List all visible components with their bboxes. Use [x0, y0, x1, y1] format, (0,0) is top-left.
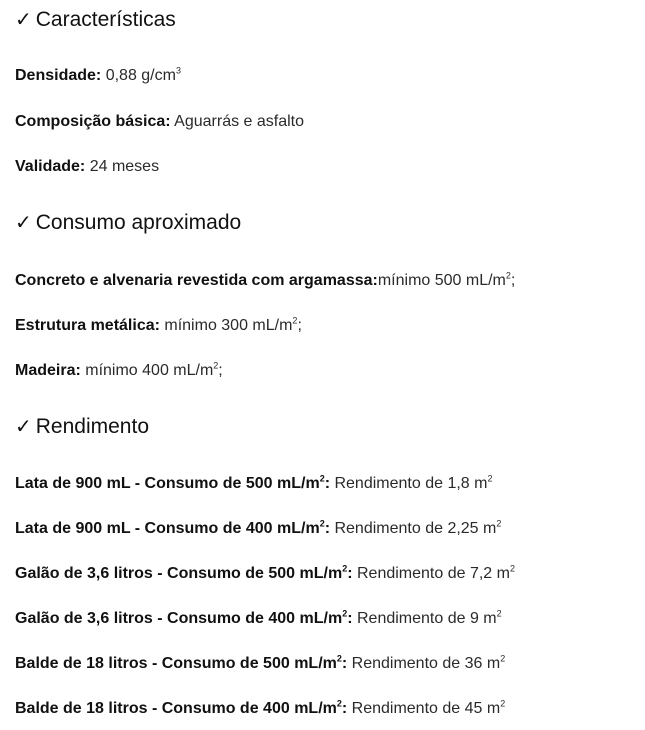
consumo-value: mínimo 300 mL/m [159, 317, 293, 334]
section-title-text: Características [35, 8, 176, 31]
rendimento-row [15, 518, 501, 540]
spec-label: Composição básica: [15, 113, 171, 130]
rendimento-value: Rendimento de 9 m [352, 610, 497, 627]
rendimento-unit-superscript: 2 [487, 473, 493, 484]
consumo-row-madeira [15, 360, 223, 382]
rendimento-row [15, 698, 505, 720]
spec-row-validade [15, 156, 159, 178]
rendimento-row [15, 653, 505, 675]
rendimento-unit-superscript: 2 [509, 563, 515, 574]
checkmark-icon: ✓ [15, 9, 32, 31]
consumo-value: mínimo 500 mL/m [377, 272, 506, 289]
rendimento-label: Balde de 18 litros - Consumo de 400 $mL/m^2$: [15, 698, 348, 717]
consumo-unit-superscript: 2 [292, 315, 298, 326]
rendimento-unit-superscript: 2 [496, 608, 502, 619]
spec-value: Aguarrás e asfalto [170, 113, 305, 130]
rendimento-unit-superscript: 2 [500, 653, 506, 664]
consumo-row-concreto [15, 270, 515, 292]
spec-label: Validade: [15, 158, 86, 175]
rendimento-label: Lata de 900 mL - Consumo de 500 $mL/m^2$: [15, 473, 331, 492]
section-title-text: Consumo aproximado [35, 211, 242, 234]
rendimento-unit-superscript: 2 [496, 518, 502, 529]
rendimento-row [15, 563, 515, 585]
rendimento-row [15, 473, 492, 495]
rendimento-value: Rendimento de 1,8 m [330, 475, 488, 492]
consumo-label: Madeira: [15, 362, 81, 379]
rendimento-value: Rendimento de 45 m [347, 700, 501, 717]
rendimento-label: Galão de 3,6 litros - Consumo de 400 $mL/m^2$: [15, 608, 353, 627]
consumo-unit-superscript: 2 [213, 360, 219, 371]
rendimento-value: Rendimento de 2,25 m [330, 520, 497, 537]
consumo-tail: ; [297, 317, 302, 334]
spec-label: Densidade: [15, 67, 102, 84]
consumo-tail: ; [218, 362, 223, 379]
consumo-value: mínimo 400 mL/m [80, 362, 214, 379]
spec-row-composicao [15, 111, 304, 133]
section-title-text: Rendimento [35, 415, 149, 438]
checkmark-icon: ✓ [15, 212, 32, 234]
spec-unit-superscript: 3 [175, 65, 181, 76]
rendimento-unit-superscript: 2 [500, 698, 506, 709]
rendimento-value: Rendimento de 7,2 m [352, 565, 510, 582]
section-title-caracteristicas [15, 6, 176, 34]
rendimento-label: Lata de 900 mL - Consumo de 400 $mL/m^2$: [15, 518, 331, 537]
rendimento-label: Balde de 18 litros - Consumo de 500 $mL/m^2$: [15, 653, 348, 672]
spec-row-densidade [15, 65, 181, 87]
spec-value: 0,88 g/cm [101, 67, 176, 84]
rendimento-row [15, 608, 502, 630]
consumo-unit-superscript: 2 [505, 270, 511, 281]
rendimento-label: Galão de 3,6 litros - Consumo de 500 $mL/m^2$: [15, 563, 353, 582]
section-title-rendimento [15, 413, 149, 441]
consumo-row-estrutura [15, 315, 302, 337]
consumo-tail: ; [510, 272, 516, 289]
consumo-label: Estrutura metálica: [15, 317, 160, 334]
spec-value: 24 meses [85, 158, 160, 175]
section-title-consumo [15, 209, 241, 237]
consumo-label: Concreto e alvenaria revestida com argamassa: [15, 272, 378, 289]
rendimento-value: Rendimento de 36 m [347, 655, 501, 672]
checkmark-icon: ✓ [15, 416, 32, 438]
